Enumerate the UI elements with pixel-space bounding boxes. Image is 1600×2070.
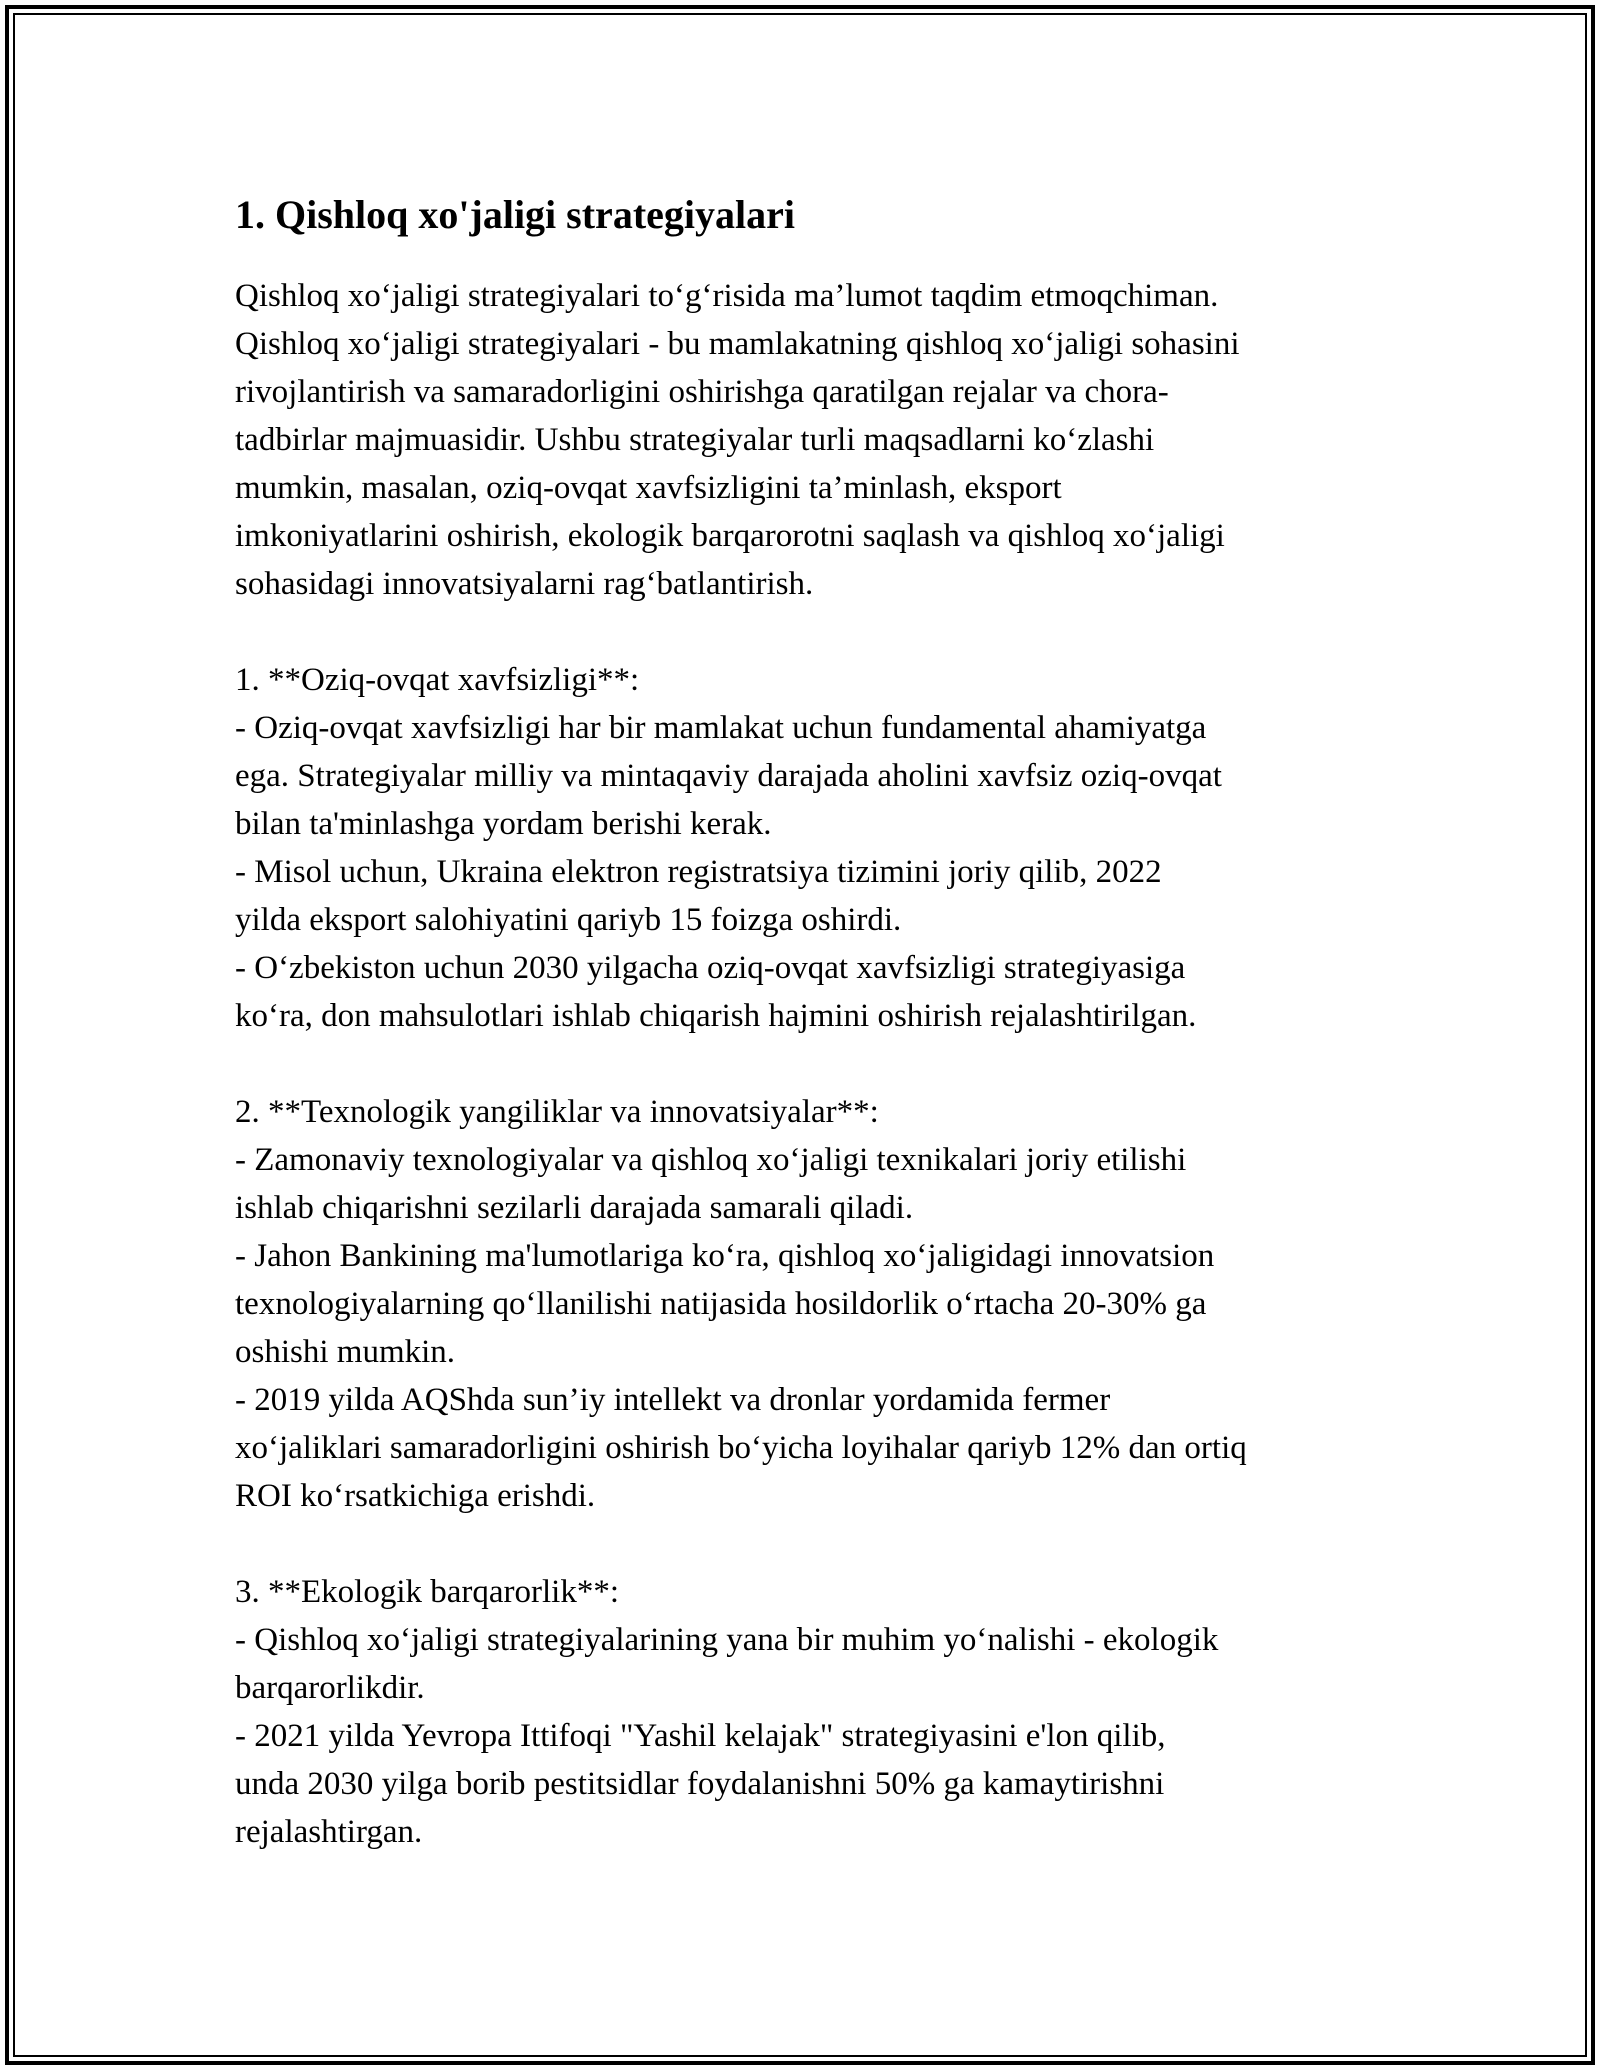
paragraph-spacer [235,1040,1375,1088]
section-food-security: 1. **Oziq-ovqat xavfsizligi**: - Oziq-ovqat xavfsizligi har bir mamlakat uchun fundamental ahamiyatga ega. Strategiyalar milliy va mintaqaviy darajada aholini xavfsiz oziq-ovqat bilan ta'minlashga yordam berishi kerak. - Misol uchun, Ukraina elektron registratsiya tizimini joriy qilib, 2022 yilda eksport salohiyatini qariyb 15 foizga oshirdi. - O‘zbekiston uchun 2030 yilgacha oziq-ovqat xavfsizligi strategiyasiga ko‘ra, don mahsulotlari ishlab chiqarish hajmini oshirish rejalashtirilgan. [235,662,1222,1034]
document-body [235,188,1375,1856]
document-title: 1. Qishloq xo'jaligi strategiyalari [235,192,795,237]
section-ecological-sustainability: 3. **Ekologik barqarorlik**: - Qishloq xo‘jaligi strategiyalarining yana bir muhim yo‘nalishi - ekologik barqarorlikdir. - 2021 yilda Yevropa Ittifoqi "Yashil kelajak" strategiyasini e'lon qilib, unda 2030 yilga borib pestitsidlar foydalanishni 50% ga kamaytirishni rejalashtirgan. [235,1574,1219,1850]
intro-paragraph: Qishloq xo‘jaligi strategiyalari to‘g‘risida ma’lumot taqdim etmoqchiman. Qishloq xo‘jaligi strategiyalari - bu mamlakatning qishloq xo‘jaligi sohasini rivojlantirish va samaradorligini oshirishga qaratilgan rejalar va chora- tadbirlar majmuasidir. Ushbu strategiyalar turli maqsadlarni ko‘zlashi mumkin, masalan, oziq-ovqat xavfsizligini ta’minlash, eksport imkoniyatlarini oshirish, ekologik barqarorotni saqlash va qishloq xo‘jaligi sohasidagi innovatsiyalarni rag‘batlantirish. [235,278,1240,602]
section-technology-innovation: 2. **Texnologik yangiliklar va innovatsiyalar**: - Zamonaviy texnologiyalar va qishloq xo‘jaligi texnikalari joriy etilishi ishlab chiqarishni sezilarli darajada samarali qiladi. - Jahon Bankining ma'lumotlariga ko‘ra, qishloq xo‘jaligidagi innovatsion texnologiyalarning qo‘llanilishi natijasida hosildorlik o‘rtacha 20-30% ga oshishi mumkin. - 2019 yilda AQShda sun’iy intellekt va dronlar yordamida fermer xo‘jaliklari samaradorligini oshirish bo‘yicha loyihalar qariyb 12% dan ortiq ROI ko‘rsatkichiga erishdi. [235,1094,1247,1514]
paragraph-spacer [235,608,1375,656]
paragraph-spacer [235,1520,1375,1568]
